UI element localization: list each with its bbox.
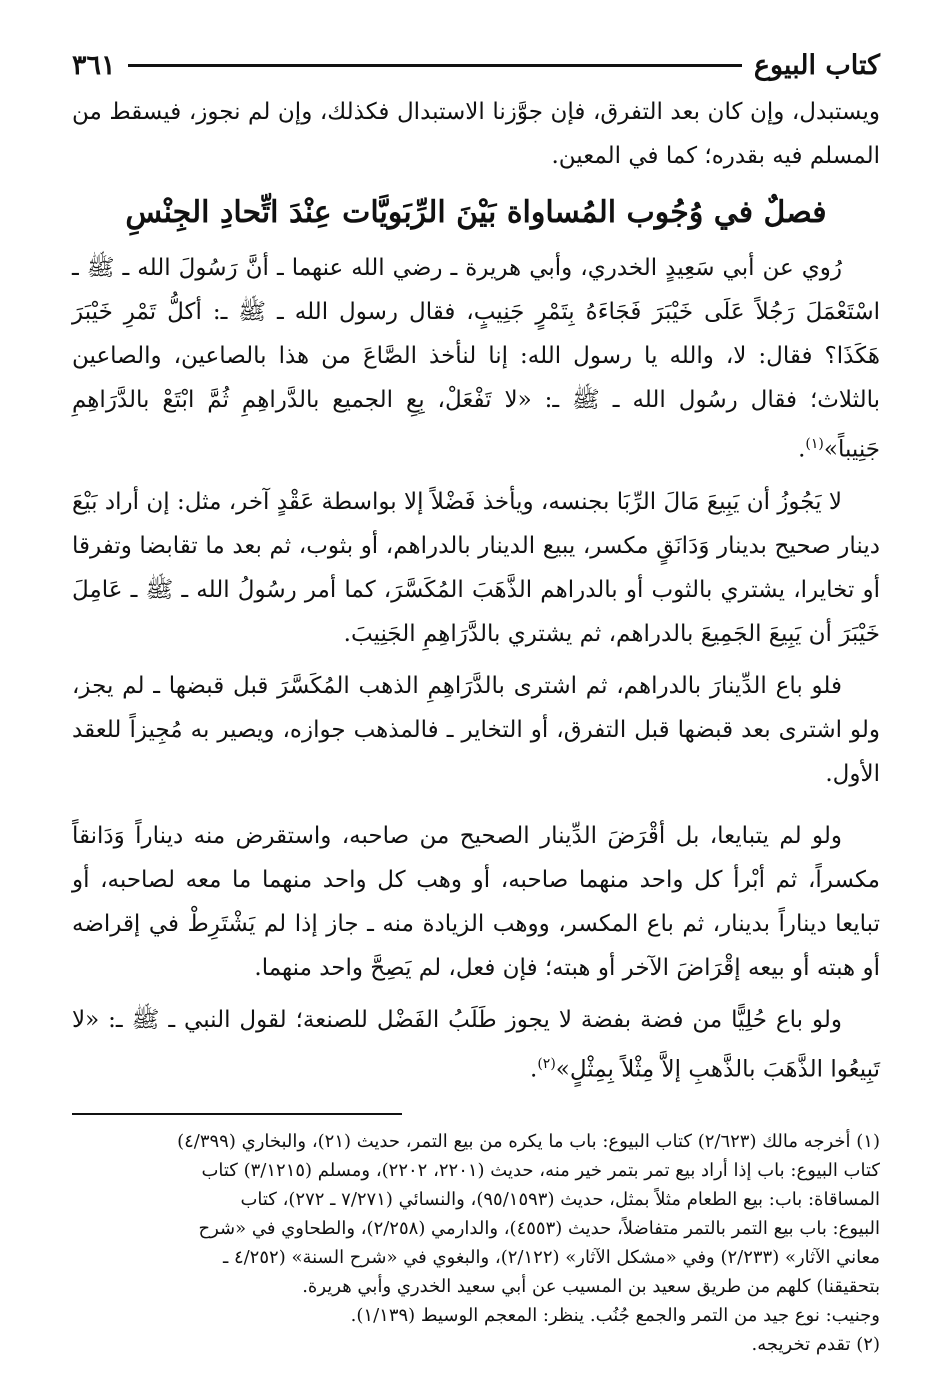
footnote-1-line-6: بتحقيقنا) كلهم من طريق سعيد بن المسيب عن أبي سعيد الخدري وأبي هريرة. <box>302 1276 880 1298</box>
hadith-end: . <box>798 436 806 463</box>
header-rule <box>128 64 742 67</box>
footnote-marker-2[interactable]: (٢) <box>537 1055 556 1072</box>
footnote-marker-1[interactable]: (١) <box>805 436 824 452</box>
page-number: ٣٦١ <box>72 49 116 81</box>
loan-paragraph: ولو لم يتبايعا، بل أقْرَضَ الدِّينار الصحيح من صاحبه، واستقرض منه ديناراً وَدَانقاً مكسراً، ثم أبْرأ كل واحد منهما صاحبه، أو وهب كل واحد منهما ما معه لصاحبه، أو تبايعا ديناراً بدينار، ثم باع المكسر، ووهب الزيادة منه ـ جاز إذا لم يَشْتَرِطْ في إقراضه أو هبته أو بيعه إقْرَاضَ الآخر أو هبته؛ فإن فعل، لم يَصِحَّ واحد منهما. <box>72 822 880 981</box>
ruling-paragraph: لا يَجُوزُ أن يَبِيعَ مَالَ الرِّبَا بجنسه، ويأخذ فَضْلاً إلا بواسطة عَقْدٍ آخر، مثل: إن أراد بَيْعَ دينار صحيح بدينار وَدَانَقٍ مكسر، يبيع الدينار بالدراهم، أو بثوب، ثم بعد ما تقابضا وتفرقا أو تخايرا، يشتري بالثوب أو بالدراهم الذَّهَبَ المُكَسَّرَ، كما أمر رسُولُ الله ـ ﷺ ـ عَامِلَ خَيْبَرَ أن يَبِيعَ الجَمِيعَ بالدراهم، ثم يشتري بالدَّرَاهِمِ الجَنِيبَ. <box>72 488 880 647</box>
jewelry-end: . <box>530 1056 538 1083</box>
footnote-1-line-7: وجنيب: نوع جيد من التمر والجمع جُنُب. ينظر: المعجم الوسيط (١/١٣٩). <box>350 1305 880 1327</box>
footnotes-section <box>72 1127 880 1359</box>
hadith-text: رُوي عن أبي سَعِيدٍ الخدري، وأبي هريرة ـ رضي الله عنهما ـ أنَّ رَسُولَ الله ـ ﷺ ـ اسْتَعْمَلَ رَجُلاً عَلَى خَيْبَرَ فَجَاءَهُ بِتَمْرٍ جَنِيبٍ، فقال رسول الله ـ ﷺ ـ: أكلُّ تَمْرِ خَيْبَرَ هَكَذَا؟ فقال: لا، والله يا رسول الله: إنا لنأخذ الصَّاعَ من هذا بالصاعين، والصاعين بالثلاث؛ فقال رسُول الله ـ ﷺ ـ: «لا تَفْعَلْ، بِعِ الجميع بالدَّراهِمِ ثُمَّ ابْتَعْ بالدَّرَاهِمِ جَنِيباً» <box>72 255 880 463</box>
footnote-separator <box>72 1113 402 1115</box>
section-heading: فصلٌ في وُجُوب المُساواة بَيْنَ الرِّبَويَّات عِنْدَ اتِّحادِ الجِنْسِ <box>125 195 827 230</box>
footnote-1-line-1: (١) أخرجه مالك (٢/٦٢٣) كتاب البيوع: باب ما يكره من بيع التمر، حديث (٢١)، والبخاري (٤/٣٩٩) <box>177 1131 880 1153</box>
book-page <box>72 40 880 1359</box>
footnote-1-line-5: معاني الآثار» (٢/٢٣٣) وفي «مشكل الآثار» (٢/١٢٢)، والبغوي في «شرح السنة» (٤/٢٥٢ ـ <box>222 1247 880 1269</box>
jewelry-text: ولو باع حُلِيًّا من فضة بفضة لا يجوز طَلَبُ الفَضْل للصنعة؛ لقول النبي ـ ﷺ ـ: «لا تَبِيعُوا الذَّهَبَ بالذَّهبِ إلاَّ مِثْلاً بِمِثْلٍ» <box>72 1006 880 1083</box>
chapter-title: كتاب البيوع <box>753 49 880 81</box>
sale-paragraph: فلو باع الدِّينارَ بالدراهم، ثم اشترى بالدَّرَاهِمِ الذهب المُكَسَّرَ قبل قبضها ـ لم يجز، ولو اشترى بعد قبضها قبل التفرق، أو التخاير ـ فالمذهب جوازه، ويصير به مُجِيزاً للعقد الأول. <box>72 672 880 787</box>
footnote-2: (٢) تقدم تخريجه. <box>751 1334 880 1356</box>
footnote-1-line-4: البيوع: باب بيع التمر بالتمر متفاضلاً، حديث (٤٥٥٣)، والدارمي (٢/٢٥٨)، والطحاوي في «شرح <box>198 1218 880 1240</box>
intro-paragraph: ويستبدل، وإن كان بعد التفرق، فإن جوَّزنا الاستبدال فكذلك، وإن لم نجوز، فيسقط من المسلم فيه بقدره؛ كما في المعين. <box>72 99 880 169</box>
footnote-1-line-2: كتاب البيوع: باب إذا أراد بيع تمر بتمر خير منه، حديث (٢٢٠١، ٢٢٠٢)، ومسلم (٣/١٢١٥) كتاب <box>201 1160 880 1182</box>
hadith-paragraph <box>72 246 880 472</box>
running-header <box>72 40 880 90</box>
jewelry-paragraph <box>72 998 880 1092</box>
footnote-1-line-3: المساقاة: باب: بيع الطعام مثلاً بمثل، حديث (٩٥/١٥٩٣)، والنسائي (٧/٢٧١ ـ ٢٧٢)، كتاب <box>240 1189 880 1211</box>
